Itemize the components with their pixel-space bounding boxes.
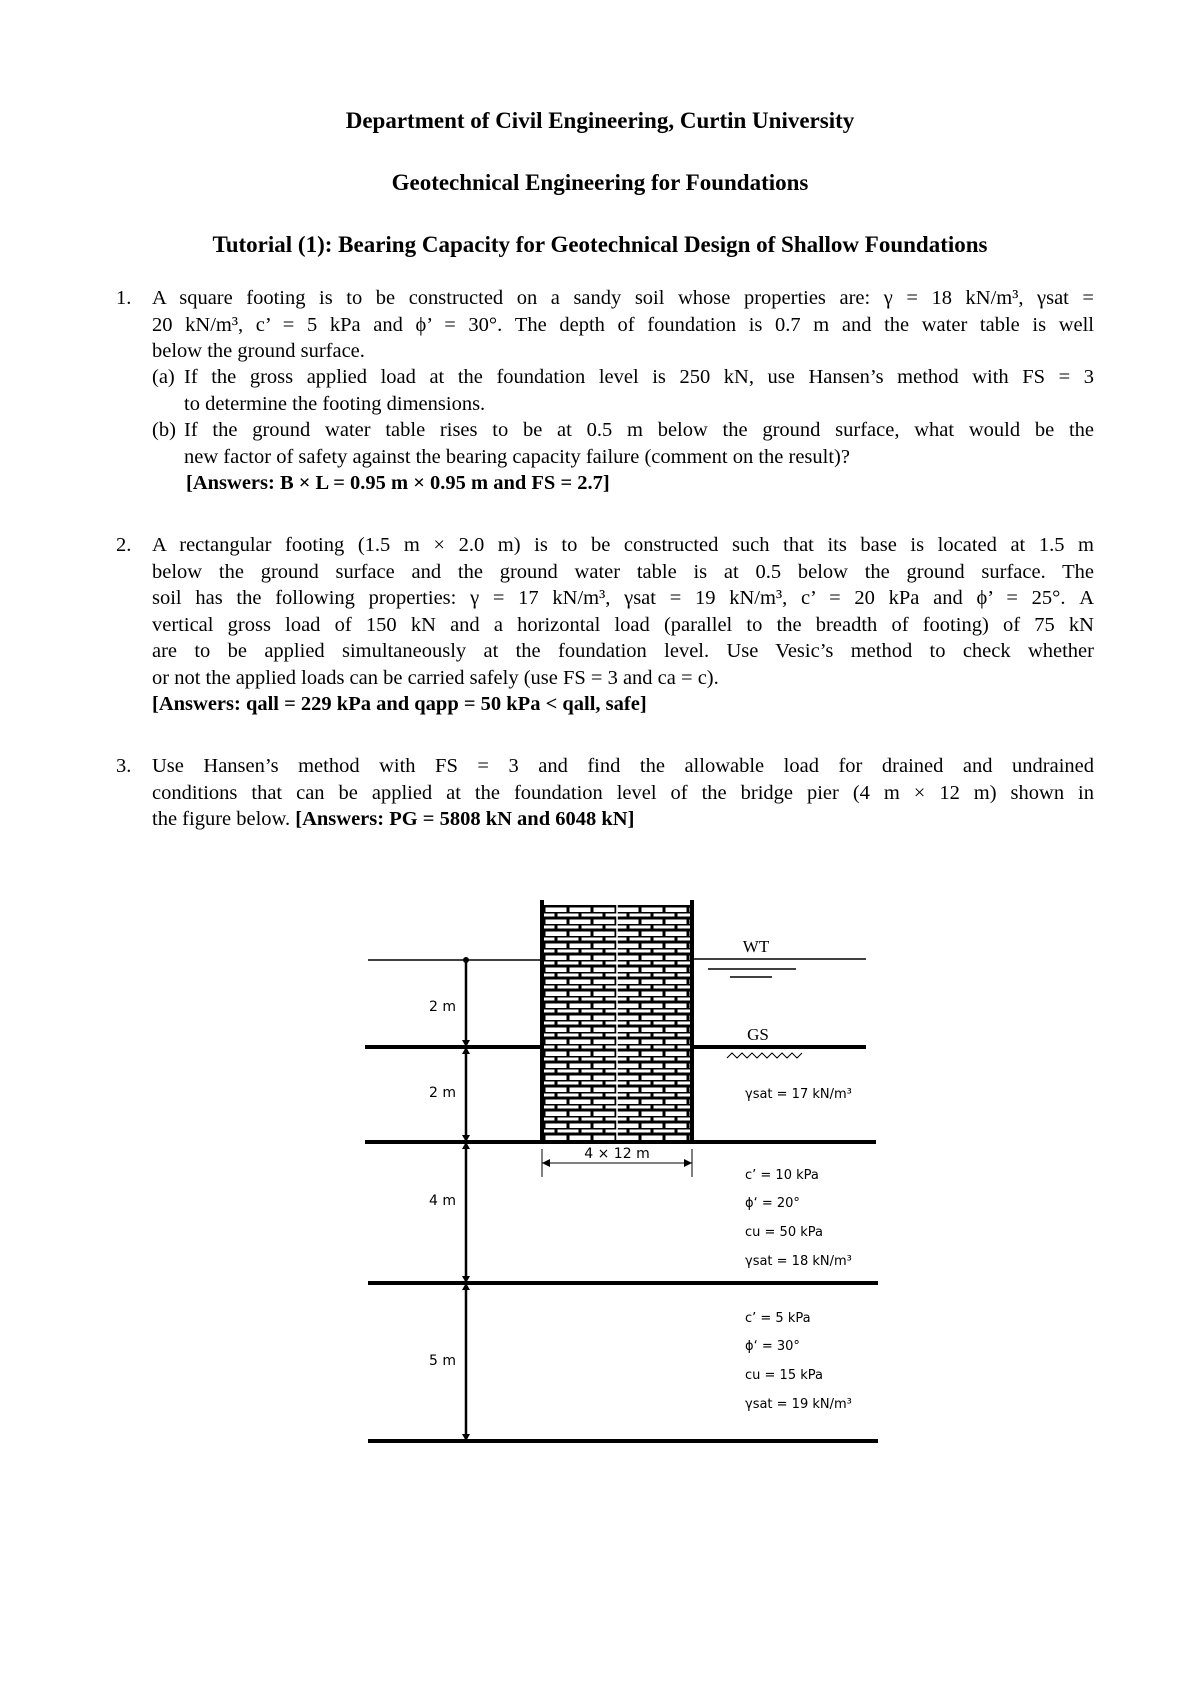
text-line: new factor of safety against the bearing capacity failure (comment on the result)? [184, 445, 850, 468]
layer-thickness-label: 2 m [429, 999, 456, 1015]
question-number: 2. [116, 534, 132, 556]
layer2-property: c’ = 10 kPa [745, 1168, 819, 1183]
answer: [Answers: B × L = 0.95 m × 0.95 m and FS = 2.7] [186, 472, 610, 494]
text-line: or not the applied loads can be carried safely (use FS = 3 and ca = c). [152, 666, 719, 689]
layer3-property: γsat = 19 kN/m³ [745, 1397, 852, 1412]
layer3-property: cu = 15 kPa [745, 1368, 823, 1383]
text-line: below the ground surface and the ground water table is at 0.5 below the ground surface. The [152, 560, 1094, 583]
layer-thickness-label: 5 m [429, 1353, 456, 1369]
arrow-tick [463, 957, 469, 963]
text-line: the figure below. [152, 808, 291, 830]
text-line: to determine the footing dimensions. [184, 392, 486, 415]
tutorial-heading: Tutorial (1): Bearing Capacity for Geotechnical Design of Shallow Foundations [212, 232, 988, 257]
text-line: A square footing is to be constructed on a sandy soil whose properties are: γ = 18 kN/m³, γsat = [152, 287, 1094, 309]
part-label: (a) [152, 366, 175, 388]
ground-surface-label: GS [747, 1025, 769, 1044]
text-line: conditions that can be applied at the foundation level of the bridge pier (4 m × 12 m) shown in [152, 781, 1094, 804]
answer: [Answers: qall = 229 kPa and qapp = 50 kPa < qall, safe] [152, 693, 647, 715]
ground-hatch-icon [727, 1053, 802, 1058]
pier-dimension-label: 4 × 12 m [584, 1146, 650, 1162]
text-line: are to be applied simultaneously at the foundation level. Use Vesic’s method to check whether [152, 640, 1094, 662]
bridge-pier [542, 900, 692, 1142]
water-table-label: WT [742, 937, 770, 956]
answer: [Answers: PG = 5808 kN and 6048 kN] [295, 808, 635, 830]
text-line: If the ground water table rises to be at 0.5 m below the ground surface, what would be the [184, 419, 1094, 441]
layer2-property: γsat = 18 kN/m³ [745, 1254, 852, 1269]
department-heading: Department of Civil Engineering, Curtin University [345, 108, 855, 133]
arrow-right-icon [684, 1159, 692, 1167]
text-line: If the gross applied load at the foundation level is 250 kN, use Hansen’s method with FS = 3 [184, 366, 1094, 388]
layer3-property: c’ = 5 kPa [745, 1311, 811, 1326]
text-line: soil has the following properties: γ = 17 kN/m³, γsat = 19 kN/m³, c’ = 20 kPa and ϕ’ = 25°. A [152, 587, 1094, 609]
text-line: Use Hansen’s method with FS = 3 and find the allowable load for drained and undrained [152, 755, 1094, 777]
text-line: vertical gross load of 150 kN and a horizontal load (parallel to the breadth of footing) of 75 kN [152, 613, 1094, 636]
arrow-left-icon [542, 1159, 550, 1167]
course-heading: Geotechnical Engineering for Foundations [391, 170, 809, 195]
text-line: below the ground surface. [152, 340, 365, 362]
text-line: A rectangular footing (1.5 m × 2.0 m) is to be constructed such that its base is located at 1.5 m [152, 534, 1094, 556]
layer2-property: ϕ‘ = 20° [745, 1196, 800, 1211]
question-number: 1. [116, 287, 132, 309]
layer-thickness-label: 2 m [429, 1085, 456, 1101]
text-line: 20 kN/m³, c’ = 5 kPa and ϕ’ = 30°. The depth of foundation is 0.7 m and the water table is well [152, 313, 1094, 336]
part-label: (b) [152, 419, 176, 441]
vertical-dimension [462, 957, 470, 1441]
layer3-property: ϕ‘ = 30° [745, 1339, 800, 1354]
layer2-property: cu = 50 kPa [745, 1225, 823, 1240]
question-number: 3. [116, 755, 132, 777]
layer1-property: γsat = 17 kN/m³ [745, 1087, 852, 1102]
layer-thickness-label: 4 m [429, 1193, 456, 1209]
